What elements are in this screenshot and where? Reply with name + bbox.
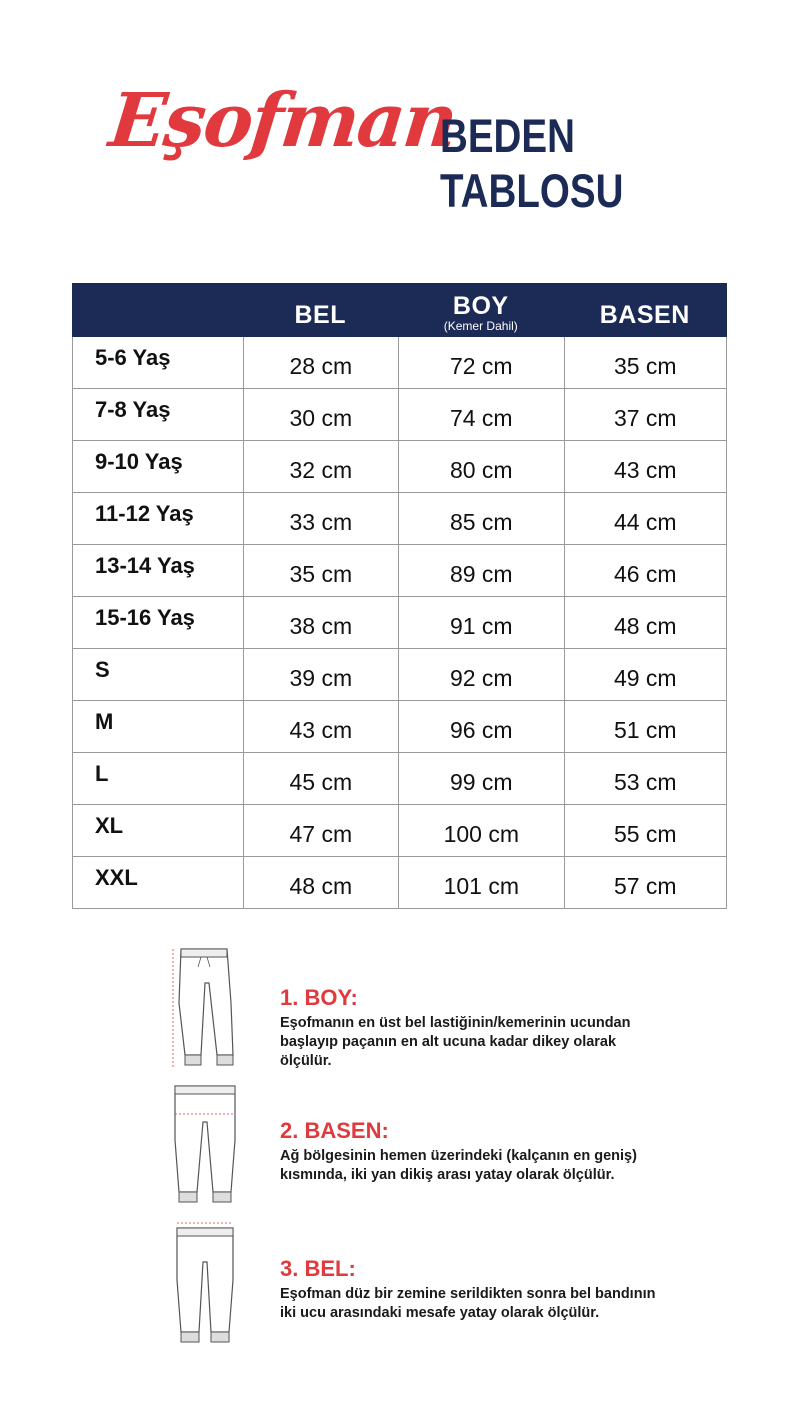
- pants-hip-icon: [165, 1080, 245, 1210]
- measurement-value: 35 cm: [243, 545, 399, 596]
- measurement-value: 99 cm: [398, 753, 563, 804]
- size-label: XL: [95, 812, 124, 838]
- page-title: BEDEN TABLOSU: [440, 109, 624, 217]
- measurement-value: 51 cm: [564, 701, 726, 752]
- size-label: L: [95, 760, 109, 786]
- measurement-value: 45 cm: [243, 753, 399, 804]
- measurement-value: 30 cm: [243, 389, 399, 440]
- measurement-value: 57 cm: [564, 857, 726, 908]
- measurement-value: 39 cm: [243, 649, 399, 700]
- size-label: 13-14 Yaş: [95, 552, 195, 578]
- measurement-value: 37 cm: [564, 389, 726, 440]
- size-label: 15-16 Yaş: [95, 604, 195, 630]
- header-cell-boy: BOY (Kemer Dahil): [443, 291, 518, 333]
- measurement-value: 92 cm: [398, 649, 563, 700]
- measurement-value: 33 cm: [243, 493, 399, 544]
- table-header: [72, 283, 727, 337]
- page-header: [0, 70, 800, 217]
- size-table: [72, 283, 727, 909]
- measurement-value: 53 cm: [564, 753, 726, 804]
- table-body: [72, 337, 727, 909]
- header-cell-basen: BASEN: [599, 300, 690, 329]
- header-cell-boy-note: (Kemer Dahil): [443, 318, 518, 333]
- measurement-value: 48 cm: [243, 857, 399, 908]
- instruction-body: Eşofman düz bir zemine serildikten sonra bel bandının iki ucu arasındaki mesafe yatay olarak ölçülür.: [280, 1286, 656, 1321]
- measurement-value: 48 cm: [564, 597, 726, 648]
- measurement-value: 43 cm: [243, 701, 399, 752]
- brand-script-title: Eşofman: [105, 78, 460, 164]
- measurement-value: 43 cm: [564, 441, 726, 492]
- size-label: 9-10 Yaş: [95, 448, 183, 474]
- size-label: M: [95, 708, 114, 734]
- table-row: [73, 805, 726, 857]
- measurement-value: 35 cm: [564, 337, 726, 388]
- size-label: XXL: [95, 864, 138, 890]
- instruction-title: 2. BASEN:: [280, 1118, 389, 1143]
- pants-waist-icon: [165, 1218, 245, 1348]
- size-label: 7-8 Yaş: [95, 396, 171, 422]
- measurement-value: 89 cm: [398, 545, 563, 596]
- measurement-value: 91 cm: [398, 597, 563, 648]
- measurement-value: 55 cm: [564, 805, 726, 856]
- measurement-value: 72 cm: [398, 337, 563, 388]
- instruction-basen: [165, 1080, 725, 1210]
- table-row: [73, 441, 726, 493]
- measurement-value: 38 cm: [243, 597, 399, 648]
- table-row: [73, 389, 726, 441]
- size-label: 5-6 Yaş: [95, 344, 171, 370]
- pants-length-icon: [165, 943, 245, 1073]
- instruction-body: Eşofmanın en üst bel lastiğinin/kemerinin ucundan başlayıp paçanın en alt ucuna kadar dikey olarak ölçülür.: [280, 1015, 631, 1069]
- instruction-title: 1. BOY:: [280, 985, 358, 1010]
- measurement-instructions: [0, 935, 800, 1375]
- measurement-value: 101 cm: [398, 857, 563, 908]
- measurement-value: 28 cm: [243, 337, 399, 388]
- measurement-value: 74 cm: [398, 389, 563, 440]
- measurement-value: 44 cm: [564, 493, 726, 544]
- table-row: [73, 597, 726, 649]
- table-row: [73, 857, 726, 909]
- table-row: [73, 493, 726, 545]
- table-row: [73, 337, 726, 389]
- measurement-value: 49 cm: [564, 649, 726, 700]
- measurement-value: 80 cm: [398, 441, 563, 492]
- measurement-value: 96 cm: [398, 701, 563, 752]
- measurement-value: 46 cm: [564, 545, 726, 596]
- header-cell-size: [73, 284, 242, 336]
- instruction-boy: [165, 943, 725, 1073]
- header-cell-bel: BEL: [294, 300, 346, 329]
- instruction-bel: [165, 1218, 725, 1348]
- table-row: [73, 701, 726, 753]
- table-row: [73, 753, 726, 805]
- instruction-body: Ağ bölgesinin hemen üzerindeki (kalçanın en geniş) kısmında, iki yan dikiş arası yatay olarak ölçülür.: [280, 1148, 637, 1183]
- instruction-title: 3. BEL:: [280, 1256, 356, 1281]
- size-label: 11-12 Yaş: [95, 500, 194, 526]
- measurement-value: 100 cm: [398, 805, 563, 856]
- table-row: [73, 649, 726, 701]
- size-label: S: [95, 656, 110, 682]
- measurement-value: 32 cm: [243, 441, 399, 492]
- measurement-value: 85 cm: [398, 493, 563, 544]
- table-row: [73, 545, 726, 597]
- measurement-value: 47 cm: [243, 805, 399, 856]
